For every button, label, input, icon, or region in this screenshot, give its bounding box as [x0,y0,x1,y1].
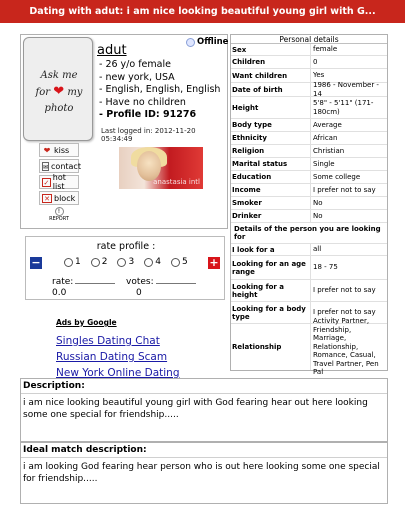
detail-row-income: Income I prefer not to say [231,184,387,197]
description-section [20,378,388,442]
page-banner: Dating with adut: i am nice looking beautiful young girl with G... [0,0,405,23]
fact-children: - Have no children [99,96,186,108]
detail-row-ethnicity: Ethnicity African [231,132,387,145]
google-ads [56,318,180,381]
profile-photo-placeholder[interactable] [23,37,93,141]
heart-icon: ❤ [53,84,65,99]
rate-options [64,257,198,267]
seek-row-body-type: Looking for a body type I prefer not to say [231,302,387,324]
ad-banner-image[interactable] [119,147,203,189]
radio-icon [64,258,73,267]
photo-request-text: Ask me for ❤ my photo [35,70,83,114]
detail-row-sex: Sex female [231,44,387,56]
ideal-match-section [20,442,388,504]
ads-heading[interactable]: Ads by Google [56,318,117,327]
rate-profile-widget [25,236,225,300]
seek-row-age-range: Looking for an age range 18 - 75 [231,256,387,280]
rate-decrease-button[interactable]: − [31,256,41,269]
status-dot-icon [186,38,195,47]
detail-row-children: Children 0 [231,56,387,69]
detail-row-smoker: Smoker No [231,197,387,210]
ad-link-new-york-online-dating[interactable]: New York Online Dating [56,367,180,379]
description-text: i am nice looking beautiful young girl with God fearing hear out here looking some one special for friendship..... [23,398,368,420]
detail-row-education: Education Some college [231,171,387,184]
block-icon: ✕ [42,194,52,203]
seek-row-height: Looking for a height I prefer not to say [231,280,387,302]
fact-age: - 26 y/o female [99,59,171,70]
checkbox-icon: ✓ [43,178,50,187]
personal-details-heading: Personal details [231,35,387,44]
detail-row-date-of-birth: Date of birth 1986 - November - 14 [231,83,387,97]
profile-actions [39,143,79,222]
rate-title: rate profile : [96,241,156,252]
seek-row-relationship: Relationship Activity Partner, Friendship, Marriage, Relationship, Romance, Casual, Travel Partner, Pen Pal [231,324,387,370]
fact-location: - new york, USA [99,71,175,83]
radio-icon [91,258,100,267]
ad-watermark: anastasia intl [153,178,200,186]
fact-languages: - English, English, English [99,84,221,95]
detail-row-want-children: Want children Yes [231,69,387,83]
online-status: Offline [186,37,228,47]
detail-row-height: Height 5'8" - 5'11" (171-180cm) [231,97,387,119]
rate-option-4[interactable]: 4 [144,257,161,267]
rate-option-5[interactable]: 5 [171,257,188,267]
detail-row-body-type: Body type Average [231,119,387,132]
rate-increase-button[interactable]: + [209,256,219,269]
profile-id: - Profile ID: 91276 [99,109,197,120]
username: adut [97,43,127,58]
radio-icon [117,258,126,267]
ad-link-russian-dating-scam[interactable]: Russian Dating Scam [56,351,168,363]
personal-details-table [230,34,388,377]
rate-average: rate: 0.0 [52,277,115,299]
report-icon: ! [55,207,64,216]
heart-icon: ❤ [43,145,51,155]
ideal-match-title: Ideal match description: [21,443,387,458]
last-logged-in: Last logged in: 2012-11-20 05:34:49 [101,127,196,143]
contact-button[interactable]: ✉ contact [39,159,79,173]
radio-icon [144,258,153,267]
rate-option-2[interactable]: 2 [91,257,108,267]
detail-row-marital-status: Marital status Single [231,158,387,171]
hotlist-button[interactable]: ✓ hot list [39,175,79,189]
profile-summary [20,34,228,229]
seeking-details-heading: Details of the person you are looking for [231,223,387,244]
profile-facts [99,59,220,122]
rate-option-3[interactable]: 3 [117,257,134,267]
ad-link-singles-dating-chat[interactable]: Singles Dating Chat [56,335,160,347]
detail-row-religion: Religion Christian [231,145,387,158]
description-title: Description: [21,379,387,394]
rate-option-1[interactable]: 1 [64,257,81,267]
envelope-icon: ✉ [43,163,49,171]
report-button[interactable]: ! REPORT [49,208,69,222]
detail-row-drinker: Drinker No [231,210,387,223]
kiss-button[interactable]: ❤ kiss [39,143,79,157]
block-button[interactable]: ✕ block [39,191,79,205]
radio-icon [171,258,180,267]
rate-votes: votes: 0 [126,277,196,299]
seek-row-look-for: I look for a all [231,244,387,256]
ideal-match-text: i am looking God fearing hear person who is out here looking some one special for friendship..... [23,462,380,484]
ad-image-face [137,151,161,181]
